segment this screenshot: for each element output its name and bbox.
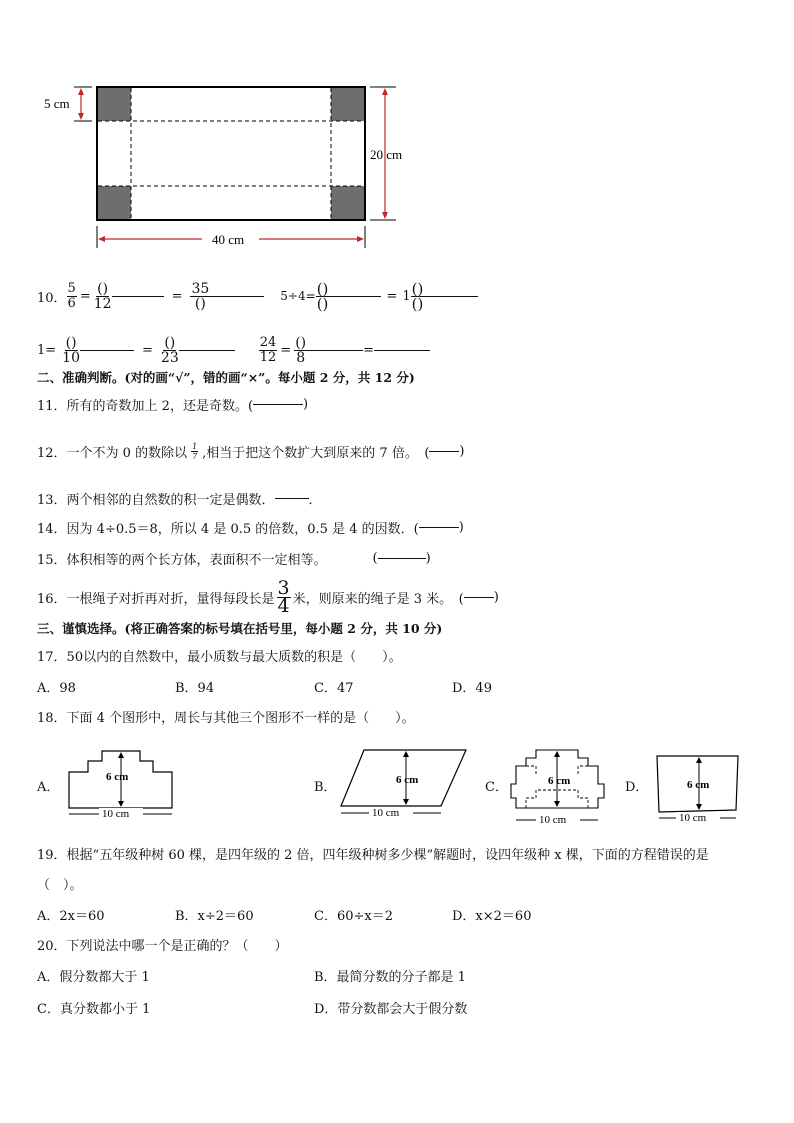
q17-option-c[interactable]: C．47 [314,681,354,696]
svg-text:10 cm: 10 cm [372,807,400,819]
fraction-blank-12: $\frac{()}{12}$ [93,280,112,312]
answer-blank[interactable] [329,296,381,297]
corner-square-tl [98,88,131,121]
svg-text:10 cm: 10 cm [679,812,707,824]
mixed-fraction-blank: $\frac{()}{()}$ [411,279,424,313]
q18-shape-c [508,744,608,828]
q19-option-d[interactable]: D．x×2＝60 [452,909,532,924]
corner-square-tr [331,88,364,121]
q18-option-d-label[interactable]: D． [625,780,649,795]
fold-lines [98,88,364,219]
q18-option-b-label[interactable]: B． [314,780,337,795]
question-14: 14．因为 4÷0.5＝8，所以 4 是 0.5 的倍数，0.5 是 4 的因数．( ) [37,520,464,537]
section-2-heading: 二、准确判断。(对的画“√”，错的画“×”。每小题 2 分，共 12 分) [37,370,415,385]
q17-option-a[interactable]: A．98 [37,681,76,696]
q18-shape-a [64,748,182,820]
svg-text:6 cm: 6 cm [548,775,571,787]
answer-blank[interactable] [210,296,264,297]
question-10-line1: 10． $\frac{5}{6}$ = $\frac{()}{12}$ = $\frac{35}{()}$ 5÷4= $\frac{()}{()}$ = 1 $\frac{()}{()}$ [37,276,478,316]
corner-square-br [331,186,364,219]
q19-option-c[interactable]: C．60÷x＝2 [314,909,393,924]
svg-text:6 cm: 6 cm [396,774,419,786]
expr-5div4: 5÷4= [280,289,316,303]
q18-shape-d [652,750,748,824]
fraction-3-4: $\frac{3}{4}$ [277,576,290,617]
fraction-5-6: $\frac{5}{6}$ [67,280,76,311]
question-11: 11．所有的奇数加上 2，还是奇数。( ) [37,397,309,414]
fraction-35-blank: $\frac{35}{()}$ [191,280,210,312]
outer-rectangle [97,87,365,220]
label-40cm: 40 cm [212,232,245,247]
question-18: 18．下面 4 个图形中，周长与其他三个图形不一样的是（ ）。 [37,711,415,726]
dimension-20cm [370,87,402,220]
question-19-line2: （ ）。 [37,878,83,893]
answer-blank[interactable] [374,350,430,351]
answer-blank[interactable] [378,558,426,559]
q18-option-c-label[interactable]: C． [485,780,508,795]
fraction-blank-blank: $\frac{()}{()}$ [316,279,329,313]
q10-number: 10． [37,290,67,306]
q20-option-a[interactable]: A．假分数都大于 1 [37,970,150,985]
svg-text:10 cm: 10 cm [102,808,130,820]
corner-square-bl [98,186,131,219]
question-10-line2: 1= $\frac{()}{10}$ = $\frac{()}{23}$ $\frac{24}{12}$ = $\frac{()}{8}$ = [37,330,430,370]
rectangle-cut-corners-figure [40,80,420,255]
fraction-24-12: $\frac{24}{12}$ [259,334,277,365]
answer-blank[interactable] [179,350,235,351]
answer-blank[interactable] [307,350,363,351]
section-3-heading: 三、谨慎选择。(将正确答案的标号填在括号里，每小题 2 分，共 10 分) [37,621,443,636]
q17-option-b[interactable]: B．94 [175,681,215,696]
label-20cm: 20 cm [370,147,403,162]
svg-text:6 cm: 6 cm [106,771,129,783]
fraction-blank-8: $\frac{()}{8}$ [295,334,307,366]
question-15: 15．体积相等的两个长方体，表面积不一定相等。 ( ) [37,551,431,568]
fraction-blank-10: $\frac{()}{10}$ [62,334,80,366]
fraction-blank-23: $\frac{()}{23}$ [160,334,179,366]
q18-option-a-label[interactable]: A． [37,780,60,795]
q17-option-d[interactable]: D．49 [452,681,492,696]
question-19-line1: 19．根据“五年级种树 60 棵，是四年级的 2 倍，四年级种树多少棵”解题时，设四年级种 x 棵，下面的方程错误的是 [37,848,709,863]
question-16: 16．一根绳子对折再对折，量得每段长是 $\frac{3}{4}$ 米，则原来的绳子是 3 米。 ( ) [37,576,499,617]
question-12: 12．一个不为 0 的数除以 $\frac{1}{7}$ ,相当于把这个数扩大到原来的 7 倍。 ( ) [37,441,465,461]
q19-option-a[interactable]: A．2x＝60 [37,909,105,924]
question-17: 17．50以内的自然数中，最小质数与最大质数的积是（ ）。 [37,650,402,665]
answer-blank[interactable] [253,404,303,405]
answer-blank[interactable] [424,296,478,297]
fraction-1-7: $\frac{1}{7}$ [192,441,198,461]
q20-option-b[interactable]: B．最简分数的分子都是 1 [314,970,466,985]
label-5cm: 5 cm [44,96,70,111]
answer-blank[interactable] [429,451,459,452]
answer-blank[interactable] [112,296,164,297]
answer-blank[interactable] [464,597,494,598]
q19-option-b[interactable]: B．x÷2＝60 [175,909,254,924]
q20-option-d[interactable]: D．带分数都会大于假分数 [314,1002,468,1017]
svg-text:10 cm: 10 cm [539,814,567,826]
dimension-5cm [44,87,92,121]
answer-blank[interactable] [80,350,134,351]
question-20: 20．下列说法中哪一个是正确的？（ ） [37,939,288,954]
dimension-40cm [97,226,365,248]
q20-option-c[interactable]: C．真分数都小于 1 [37,1002,151,1017]
answer-blank[interactable] [419,527,459,528]
svg-text:6 cm: 6 cm [687,779,710,791]
q18-shape-b [336,746,472,820]
question-13: 13．两个相邻的自然数的积一定是偶数． ． [37,493,322,508]
answer-blank[interactable] [275,498,309,499]
